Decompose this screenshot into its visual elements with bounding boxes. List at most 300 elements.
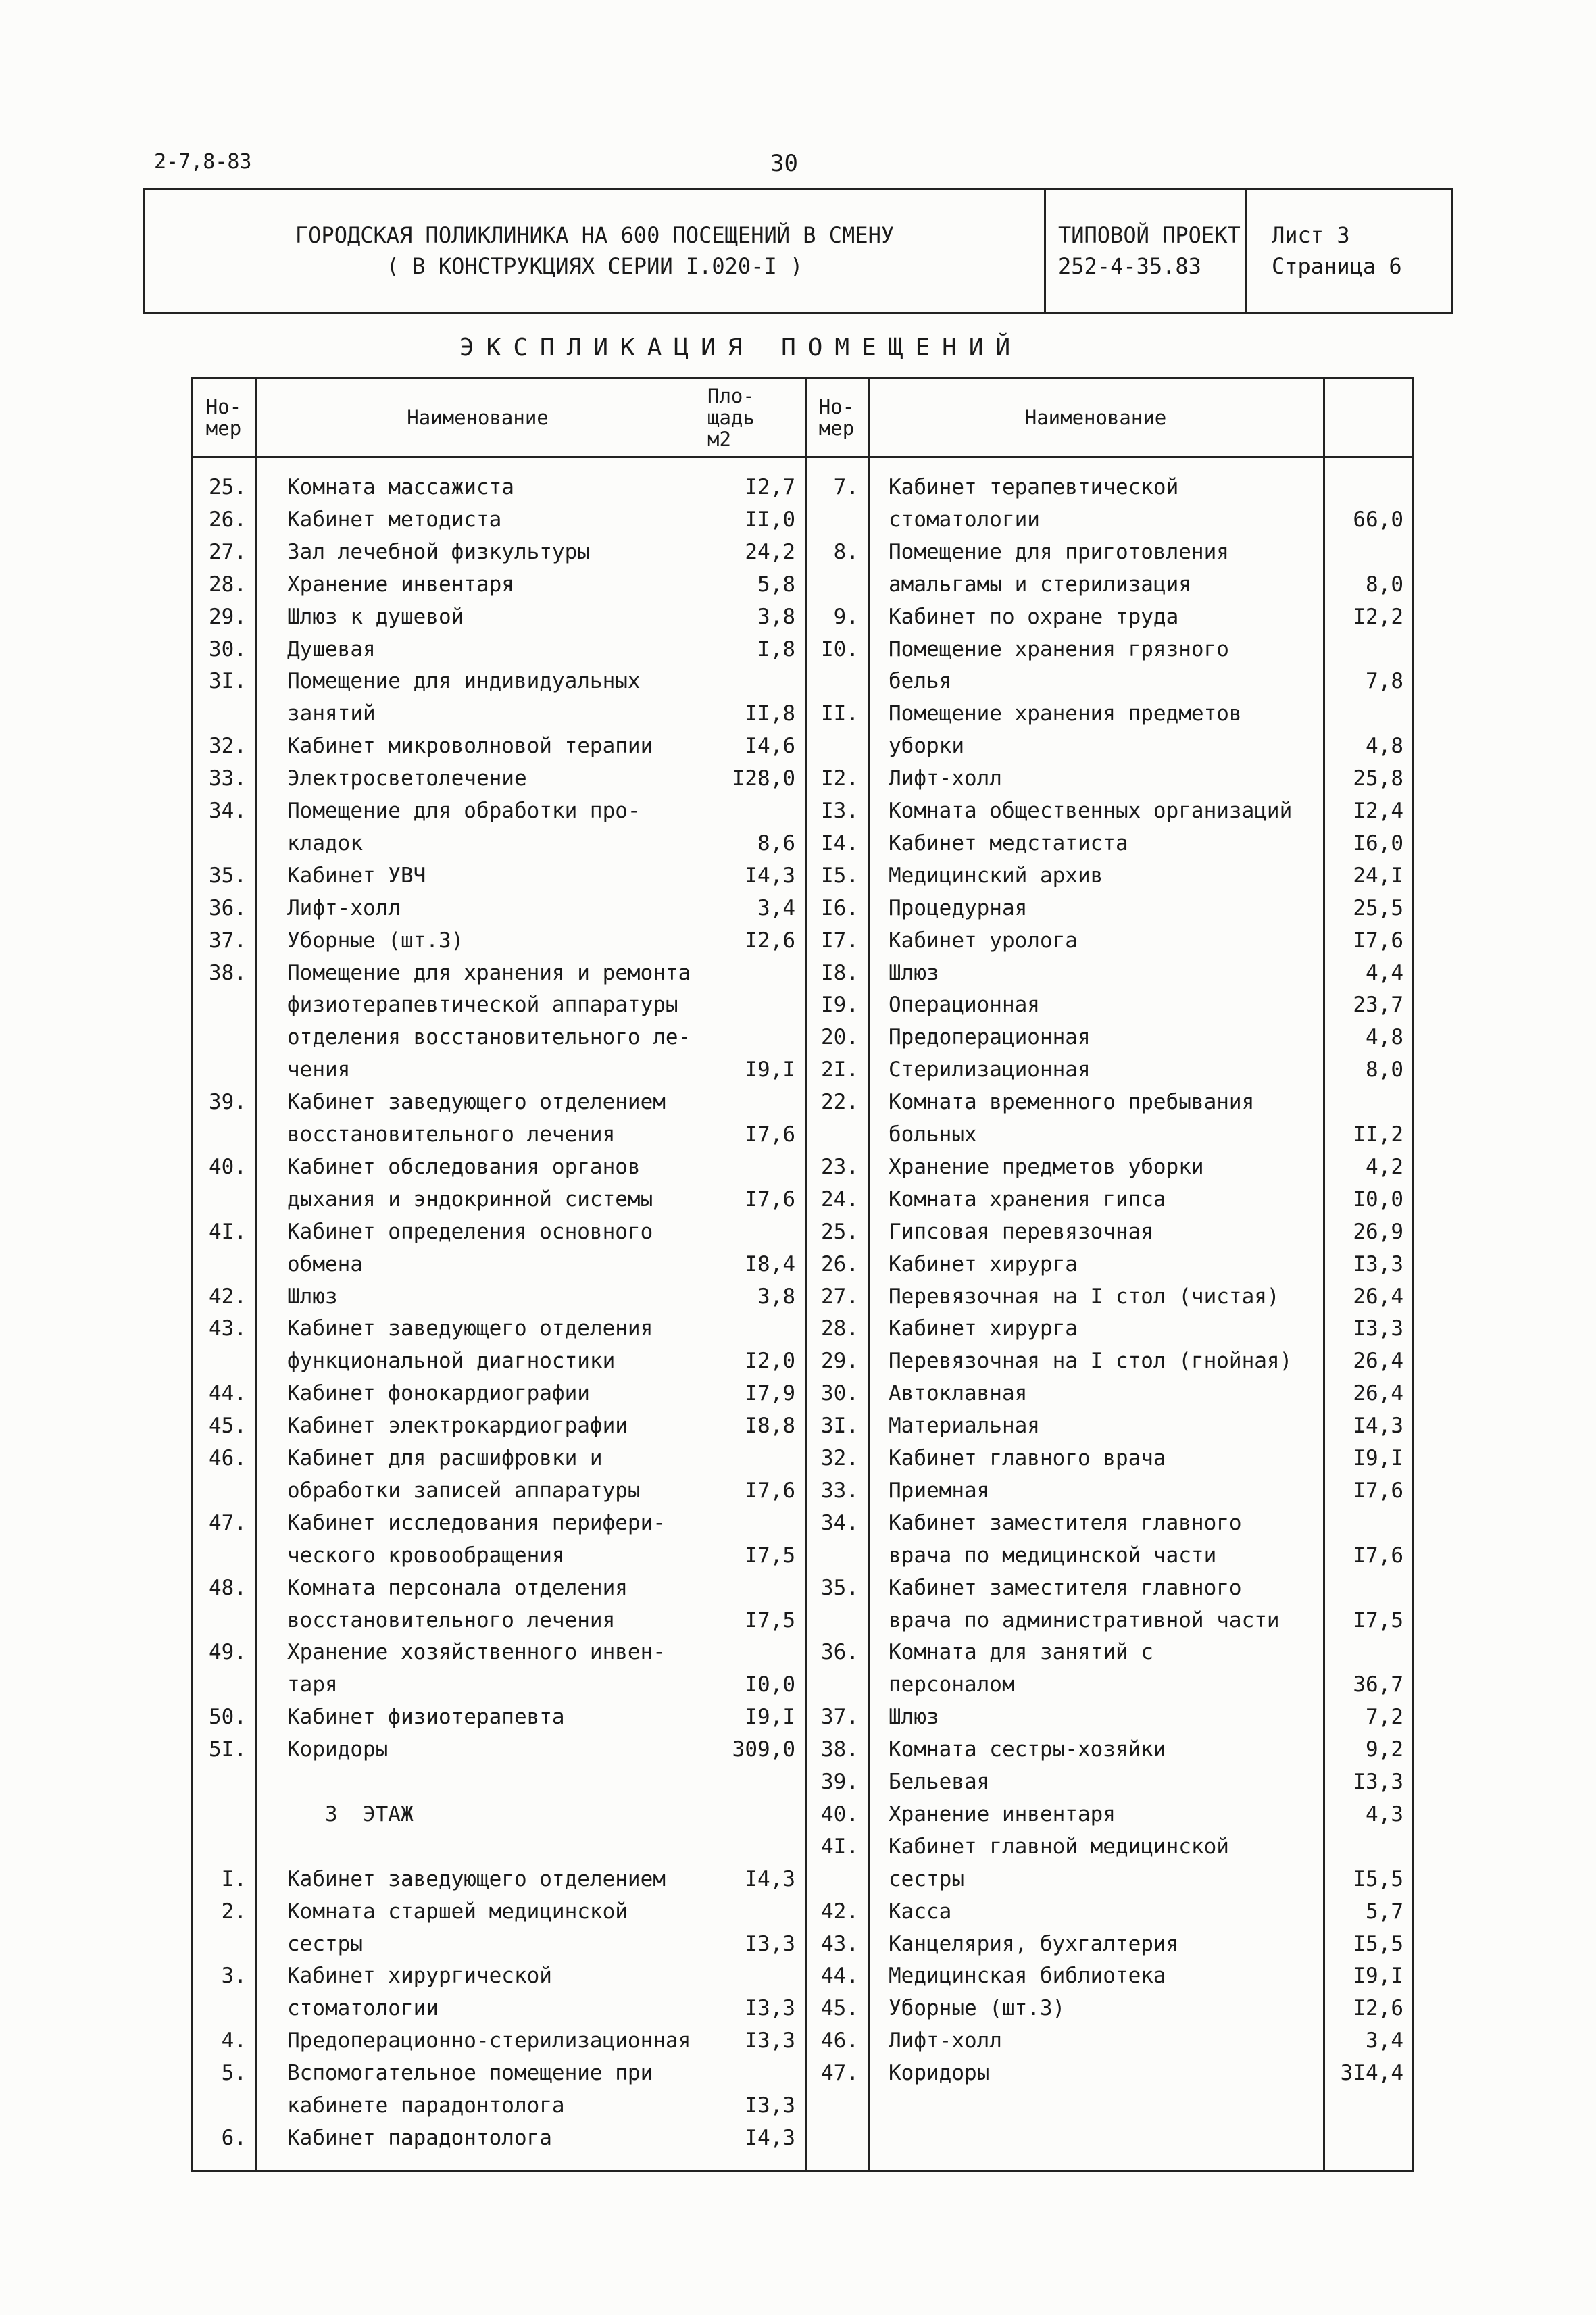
room-name: персоналом: [889, 1672, 1015, 1697]
room-name: Касса: [889, 1899, 952, 1924]
room-area: 8,0: [1366, 572, 1403, 597]
room-area: 4,8: [1366, 1025, 1403, 1050]
room-area: I5,5: [1353, 1931, 1403, 1956]
room-area: 25,5: [1353, 895, 1403, 920]
table-row: [193, 1733, 1412, 1766]
room-name: врача по медицинской части: [889, 1543, 1217, 1568]
project-cell: [1044, 190, 1245, 312]
room-area: I8,4: [745, 1251, 795, 1276]
table-row: [193, 1636, 1412, 1668]
room-number: 25.: [821, 1219, 859, 1244]
room-area: I3,3: [745, 2028, 795, 2053]
room-name: восстановительного лечения: [287, 1122, 616, 1147]
room-number: 8.: [833, 539, 859, 564]
room-area: I7,6: [1353, 1478, 1403, 1503]
room-name: Шлюз: [889, 1705, 939, 1730]
room-number: I7.: [821, 928, 859, 953]
table-row: [193, 1442, 1412, 1474]
room-name: Помещение хранения грязного: [889, 637, 1229, 662]
room-number: 4I.: [821, 1834, 859, 1859]
room-name: уборки: [889, 734, 964, 759]
room-name: Кабинет микроволновой терапии: [287, 734, 653, 759]
room-number: 32.: [821, 1446, 859, 1470]
room-name: Уборные (шт.3): [287, 928, 464, 953]
room-name: обмена: [287, 1251, 363, 1276]
room-name: Медицинский архив: [889, 863, 1103, 888]
table-heading: ЭКСПЛИКАЦИЯ ПОМЕЩЕНИЙ: [459, 334, 1023, 362]
table-row: [193, 860, 1412, 892]
room-name: Помещение хранения предметов: [889, 701, 1242, 726]
room-name: Гипсовая перевязочная: [889, 1219, 1153, 1244]
project-label: ТИПОВОЙ ПРОЕКТ: [1058, 222, 1241, 248]
room-name: Хранение хозяйственного инвен-: [287, 1640, 666, 1665]
document-title: ГОРОДСКАЯ ПОЛИКЛИНИКА НА 600 ПОСЕЩЕНИЙ В СМЕНУ: [295, 222, 895, 248]
table-row: [193, 1798, 1412, 1831]
room-name: Кабинет заведующего отделением: [287, 1866, 666, 1891]
room-number: 38.: [821, 1737, 859, 1762]
table-row: [193, 1345, 1412, 1377]
room-area: I3,3: [745, 1996, 795, 2021]
room-number: 34.: [209, 799, 247, 823]
room-name: Помещение для приготовления: [889, 539, 1229, 564]
room-area: 3,4: [1366, 2028, 1403, 2053]
room-number: 2I.: [821, 1057, 859, 1082]
room-area: I2,2: [1353, 604, 1403, 629]
room-name: Электросветолечение: [287, 766, 527, 791]
room-name: Вспомогательное помещение при: [287, 2061, 653, 2086]
table-row: [193, 1572, 1412, 1604]
room-name: Кабинет электрокардиографии: [287, 1414, 628, 1439]
room-name: Перевязочная на I стол (чистая): [889, 1284, 1280, 1309]
sheet-cell: [1245, 190, 1451, 312]
room-area: I7,6: [745, 1478, 795, 1503]
room-area: 9,2: [1366, 1737, 1403, 1762]
room-number: 3I.: [821, 1414, 859, 1439]
room-name: кладок: [287, 830, 363, 855]
rooms-table: [191, 377, 1414, 2172]
room-number: 35.: [821, 1575, 859, 1600]
room-name: Кабинет парадонтолога: [287, 2125, 552, 2150]
table-row: [193, 1992, 1412, 2024]
table-row: [193, 989, 1412, 1021]
room-number: 6.: [221, 2125, 247, 2150]
room-area: I3,3: [1353, 1770, 1403, 1794]
header-name-right: Наименование: [1024, 406, 1167, 429]
room-number: 24.: [821, 1187, 859, 1212]
room-area: I9,I: [745, 1057, 795, 1082]
room-area: 25,8: [1353, 766, 1403, 791]
room-area: I2,6: [745, 928, 795, 953]
room-name: Кабинет хирурга: [889, 1316, 1078, 1341]
room-name: Шлюз к душевой: [287, 604, 464, 629]
table-row: [193, 1895, 1412, 1928]
table-row: [193, 1118, 1412, 1151]
room-number: 39.: [821, 1770, 859, 1794]
room-number: I2.: [821, 766, 859, 791]
table-row: [193, 2089, 1412, 2122]
room-area: 66,0: [1353, 507, 1403, 532]
page-number: 30: [770, 150, 798, 177]
room-name: Комната временного пребывания: [889, 1090, 1255, 1115]
room-area: I4,3: [745, 2125, 795, 2150]
room-number: 29.: [209, 604, 247, 629]
room-area: I4,3: [745, 1866, 795, 1891]
room-name: Предоперационная: [889, 1025, 1091, 1050]
room-number: 47.: [821, 2061, 859, 2086]
header-number-right: Но- мер: [818, 395, 855, 440]
room-area: I2,4: [1353, 799, 1403, 823]
room-area: 5,7: [1366, 1899, 1403, 1924]
room-name: Кабинет фонокардиографии: [287, 1381, 590, 1406]
room-name: Шлюз: [287, 1284, 338, 1309]
room-area: 8,6: [757, 830, 795, 855]
document-subtitle: ( В КОНСТРУКЦИЯХ СЕРИИ I.020-I ): [386, 253, 803, 279]
room-name: Кабинет медстатиста: [889, 830, 1128, 855]
room-number: 34.: [821, 1510, 859, 1535]
room-name: белья: [889, 669, 952, 694]
room-name: Душевая: [287, 637, 376, 662]
room-name: Комната персонала отделения: [287, 1575, 628, 1600]
room-name: врача по административной части: [889, 1608, 1280, 1633]
title-cell: [145, 190, 1044, 312]
room-name: Предоперационно-стерилизационная: [287, 2028, 691, 2053]
document-code: 2-7,8-83: [154, 150, 252, 174]
room-name: Лифт-холл: [889, 2028, 1002, 2053]
table-row: [193, 1410, 1412, 1442]
room-name: Медицинская библиотека: [889, 1964, 1166, 1989]
room-area: II,8: [745, 701, 795, 726]
title-block: [143, 188, 1453, 314]
room-number: 4.: [221, 2028, 247, 2053]
room-area: I9,I: [1353, 1446, 1403, 1470]
room-number: 40.: [821, 1801, 859, 1826]
room-number: 3I.: [209, 669, 247, 694]
room-name: Комната старшей медицинской: [287, 1899, 628, 1924]
room-area: 4,4: [1366, 960, 1403, 985]
table-row: [193, 1960, 1412, 1992]
room-name: Кабинет уролога: [889, 928, 1078, 953]
room-number: 26.: [209, 507, 247, 532]
table-row: [193, 1668, 1412, 1701]
room-area: 4,2: [1366, 1154, 1403, 1179]
room-name: Комната сестры-хозяйки: [889, 1737, 1166, 1762]
room-number: 27.: [209, 539, 247, 564]
table-row: [193, 1766, 1412, 1798]
room-number: 36.: [821, 1640, 859, 1665]
room-area: I,8: [757, 637, 795, 662]
room-number: 36.: [209, 895, 247, 920]
room-area: I7,5: [1353, 1608, 1403, 1633]
project-number: 252-4-35.83: [1058, 253, 1201, 279]
table-row: [193, 2024, 1412, 2057]
room-number: 40.: [209, 1154, 247, 1179]
table-row: [193, 1021, 1412, 1053]
room-name: Кабинет по охране труда: [889, 604, 1179, 629]
room-name: сестры: [287, 1931, 363, 1956]
room-name: Кабинет методиста: [287, 507, 502, 532]
room-name: Коридоры: [889, 2061, 990, 2086]
room-name: Кабинет заведующего отделения: [287, 1316, 653, 1341]
table-row: [193, 1280, 1412, 1313]
room-name: Комната общественных организаций: [889, 799, 1293, 823]
room-area: I3,3: [1353, 1251, 1403, 1276]
room-number: 42.: [821, 1899, 859, 1924]
room-area: I7,6: [1353, 928, 1403, 953]
table-row: [193, 1701, 1412, 1733]
room-name: функциональной диагностики: [287, 1349, 616, 1374]
room-area: I7,5: [745, 1543, 795, 1568]
room-name: Лифт-холл: [287, 895, 401, 920]
room-number: 28.: [821, 1316, 859, 1341]
room-area: I7,6: [1353, 1543, 1403, 1568]
room-area: I7,6: [745, 1122, 795, 1147]
room-name: Кабинет заведующего отделением: [287, 1090, 666, 1115]
room-area: I9,I: [745, 1705, 795, 1730]
room-number: 28.: [209, 572, 247, 597]
header-area-left: Пло- щадь м2: [707, 384, 755, 451]
room-number: 4I.: [209, 1219, 247, 1244]
room-area: 3I4,4: [1340, 2061, 1403, 2086]
table-row: [193, 471, 1412, 503]
room-name: отделения восстановительного ле-: [287, 1025, 691, 1050]
table-row: [193, 1183, 1412, 1216]
room-area: I5,5: [1353, 1866, 1403, 1891]
room-area: 5,8: [757, 572, 795, 597]
room-name: больных: [889, 1122, 977, 1147]
room-name: Кабинет для расшифровки и: [287, 1446, 603, 1470]
room-name: восстановительного лечения: [287, 1608, 616, 1633]
room-name: чения: [287, 1057, 351, 1082]
room-number: 33.: [209, 766, 247, 791]
table-row: [193, 1248, 1412, 1280]
room-name: Кабинет УВЧ: [287, 863, 426, 888]
room-area: I28,0: [732, 766, 795, 791]
room-number: 37.: [209, 928, 247, 953]
room-number: 46.: [209, 1446, 247, 1470]
header-divider: [193, 456, 1412, 458]
room-number: I0.: [821, 637, 859, 662]
table-row: [193, 1507, 1412, 1539]
table-row: [193, 503, 1412, 536]
room-name: Помещение для обработки про-: [287, 799, 641, 823]
room-number: 38.: [209, 960, 247, 985]
table-row: [193, 892, 1412, 924]
room-number: 9.: [833, 604, 859, 629]
room-name: Хранение инвентаря: [287, 572, 514, 597]
room-name: Автоклавная: [889, 1381, 1028, 1406]
room-number: 44.: [821, 1964, 859, 1989]
room-name: Комната хранения гипса: [889, 1187, 1166, 1212]
room-name: амальгамы и стерилизация: [889, 572, 1191, 597]
room-name: Комната массажиста: [287, 475, 514, 499]
room-number: 27.: [821, 1284, 859, 1309]
room-area: 26,4: [1353, 1381, 1403, 1406]
room-name: таря: [287, 1672, 338, 1697]
room-number: I3.: [821, 799, 859, 823]
table-row: [193, 827, 1412, 860]
room-area: 24,2: [745, 539, 795, 564]
room-name: обработки записей аппаратуры: [287, 1478, 641, 1503]
room-number: 49.: [209, 1640, 247, 1665]
table-row: [193, 1831, 1412, 1863]
room-area: I8,8: [745, 1414, 795, 1439]
room-name: Материальная: [889, 1414, 1040, 1439]
table-row: [193, 633, 1412, 666]
room-name: Зал лечебной физкультуры: [287, 539, 590, 564]
room-number: II.: [821, 701, 859, 726]
room-name: занятий: [287, 701, 376, 726]
room-area: I0,0: [745, 1672, 795, 1697]
table-row: [193, 665, 1412, 697]
table-row: [193, 1312, 1412, 1345]
room-area: 4,8: [1366, 734, 1403, 759]
table-row: [193, 1053, 1412, 1086]
room-name: Комната для занятий с: [889, 1640, 1153, 1665]
table-row: [193, 1151, 1412, 1183]
room-name: 3 ЭТАЖ: [287, 1801, 414, 1826]
room-area: 23,7: [1353, 993, 1403, 1018]
table-row: [193, 1377, 1412, 1410]
table-row: [193, 730, 1412, 762]
room-name: Хранение инвентаря: [889, 1801, 1116, 1826]
room-name: стоматологии: [889, 507, 1040, 532]
room-name: Кабинет исследования перифери-: [287, 1510, 666, 1535]
room-area: 24,I: [1353, 863, 1403, 888]
room-number: 45.: [821, 1996, 859, 2021]
room-number: 23.: [821, 1154, 859, 1179]
room-area: I7,6: [745, 1187, 795, 1212]
room-number: 46.: [821, 2028, 859, 2053]
room-name: стоматологии: [287, 1996, 439, 2021]
room-area: I3,3: [745, 2093, 795, 2118]
room-area: I7,9: [745, 1381, 795, 1406]
room-name: Кабинет физиотерапевта: [287, 1705, 565, 1730]
table-row: [193, 536, 1412, 568]
table-row: [193, 1604, 1412, 1637]
room-area: 309,0: [732, 1737, 795, 1762]
room-name: кабинете парадонтолога: [287, 2093, 565, 2118]
header-name-left: Наименование: [407, 406, 549, 429]
table-row: [193, 957, 1412, 989]
table-row: [193, 601, 1412, 633]
room-number: 48.: [209, 1575, 247, 1600]
room-number: 39.: [209, 1090, 247, 1115]
room-name: Лифт-холл: [889, 766, 1002, 791]
room-number: 44.: [209, 1381, 247, 1406]
room-name: ческого кровообращения: [287, 1543, 565, 1568]
room-area: I2,7: [745, 475, 795, 499]
table-row: [193, 697, 1412, 730]
room-name: Кабинет заместителя главного: [889, 1510, 1242, 1535]
room-name: Кабинет главного врача: [889, 1446, 1166, 1470]
room-name: физиотерапевтической аппаратуры: [287, 993, 678, 1018]
page-label: Страница 6: [1272, 253, 1402, 279]
room-name: Шлюз: [889, 960, 939, 985]
room-name: Кабинет определения основного: [287, 1219, 653, 1244]
room-number: 29.: [821, 1349, 859, 1374]
room-area: I3,3: [1353, 1316, 1403, 1341]
room-number: 5I.: [209, 1737, 247, 1762]
room-name: Приемная: [889, 1478, 990, 1503]
room-number: 20.: [821, 1025, 859, 1050]
room-area: II,2: [1353, 1122, 1403, 1147]
room-name: Кабинет главной медицинской: [889, 1834, 1229, 1859]
table-row: [193, 1086, 1412, 1118]
room-name: Хранение предметов уборки: [889, 1154, 1204, 1179]
room-area: I6,0: [1353, 830, 1403, 855]
room-area: 3,8: [757, 1284, 795, 1309]
room-number: 3.: [221, 1964, 247, 1989]
room-area: 7,2: [1366, 1705, 1403, 1730]
room-name: Кабинет заместителя главного: [889, 1575, 1242, 1600]
room-number: 26.: [821, 1251, 859, 1276]
table-row: [193, 924, 1412, 957]
table-row: [193, 795, 1412, 827]
sheet-label: Лист 3: [1272, 222, 1350, 248]
room-name: Кабинет хирурга: [889, 1251, 1078, 1276]
room-area: 3,4: [757, 895, 795, 920]
room-area: II,0: [745, 507, 795, 532]
room-area: I2,0: [745, 1349, 795, 1374]
room-area: I4,3: [745, 863, 795, 888]
room-number: 45.: [209, 1414, 247, 1439]
room-area: 7,8: [1366, 669, 1403, 694]
room-number: I9.: [821, 993, 859, 1018]
room-number: 25.: [209, 475, 247, 499]
table-row: [193, 1539, 1412, 1572]
room-area: 4,3: [1366, 1801, 1403, 1826]
room-name: Кабинет обследования органов: [287, 1154, 641, 1179]
table-row: [193, 2122, 1412, 2154]
room-number: 37.: [821, 1705, 859, 1730]
room-area: I3,3: [745, 1931, 795, 1956]
room-name: Процедурная: [889, 895, 1028, 920]
room-number: 2.: [221, 1899, 247, 1924]
room-name: Помещение для индивидуальных: [287, 669, 641, 694]
room-number: I8.: [821, 960, 859, 985]
table-row: [193, 762, 1412, 795]
room-number: 35.: [209, 863, 247, 888]
room-area: 26,9: [1353, 1219, 1403, 1244]
room-number: 32.: [209, 734, 247, 759]
table-row: [193, 1474, 1412, 1507]
room-area: I0,0: [1353, 1187, 1403, 1212]
room-area: 8,0: [1366, 1057, 1403, 1082]
room-number: I5.: [821, 863, 859, 888]
room-number: 30.: [821, 1381, 859, 1406]
room-number: 43.: [821, 1931, 859, 1956]
room-number: 30.: [209, 637, 247, 662]
room-number: 43.: [209, 1316, 247, 1341]
room-number: 22.: [821, 1090, 859, 1115]
room-area: I4,6: [745, 734, 795, 759]
room-name: Помещение для хранения и ремонта: [287, 960, 691, 985]
room-area: I7,5: [745, 1608, 795, 1633]
room-number: 50.: [209, 1705, 247, 1730]
room-number: I4.: [821, 830, 859, 855]
room-number: I.: [221, 1866, 247, 1891]
room-number: 42.: [209, 1284, 247, 1309]
room-number: 47.: [209, 1510, 247, 1535]
room-number: 7.: [833, 475, 859, 499]
room-area: 3,8: [757, 604, 795, 629]
room-name: Уборные (шт.3): [889, 1996, 1066, 2021]
room-name: Кабинет терапевтической: [889, 475, 1179, 499]
room-number: 33.: [821, 1478, 859, 1503]
table-row: [193, 1216, 1412, 1248]
room-name: Кабинет хирургической: [287, 1964, 552, 1989]
header-number-left: Но- мер: [205, 395, 242, 440]
